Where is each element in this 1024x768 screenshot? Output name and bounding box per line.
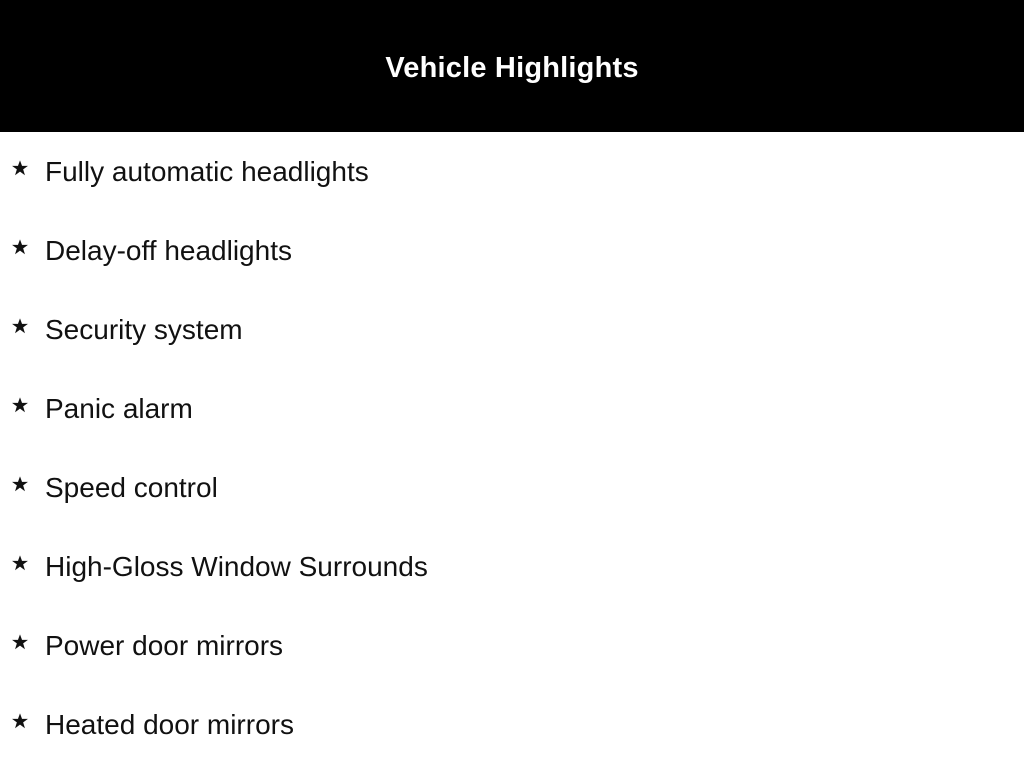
- star-icon: [11, 396, 29, 414]
- list-item-label: Delay-off headlights: [45, 235, 292, 266]
- highlights-list: [0, 132, 1024, 768]
- header-banner: [0, 0, 1024, 132]
- list-item-label: Speed control: [45, 472, 218, 503]
- star-icon: [11, 317, 29, 335]
- list-item-label: Fully automatic headlights: [45, 156, 369, 187]
- list-item-label: Heated door mirrors: [45, 709, 294, 740]
- list-item-label: Panic alarm: [45, 393, 193, 424]
- list-item-label: Power door mirrors: [45, 630, 284, 661]
- star-icon: [11, 633, 29, 651]
- star-icon: [11, 238, 29, 256]
- star-icon: [11, 712, 29, 730]
- star-icon: [11, 475, 29, 493]
- list-item-label: Security system: [45, 314, 243, 345]
- star-icon: [11, 554, 29, 572]
- list-item-label: High-Gloss Window Surrounds: [45, 551, 428, 582]
- star-icon: [11, 159, 29, 177]
- page-title: Vehicle Highlights: [385, 51, 639, 84]
